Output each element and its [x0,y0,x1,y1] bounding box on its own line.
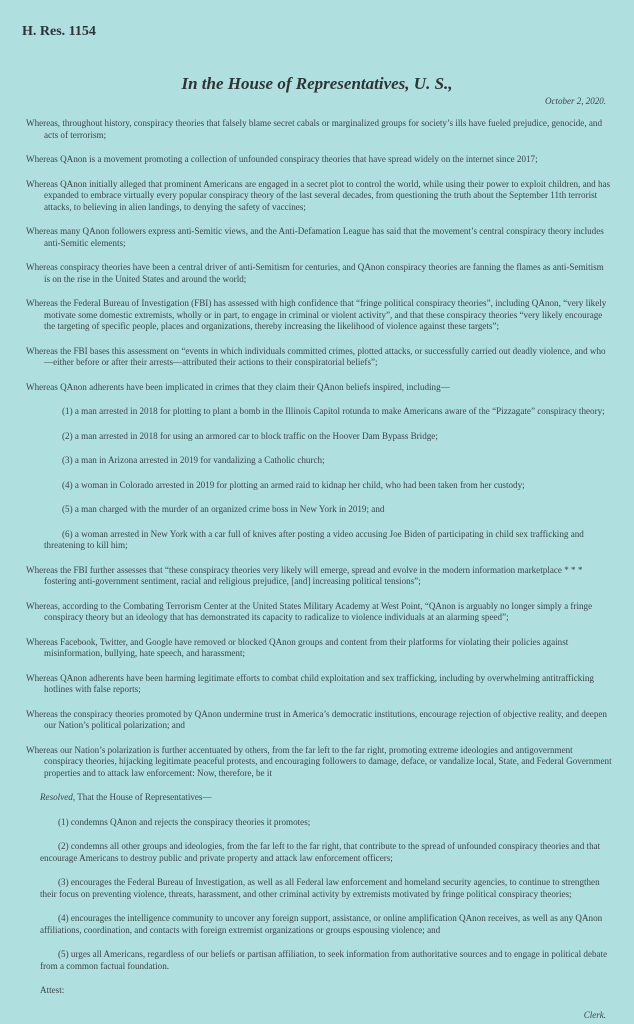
whereas-clause: Whereas, throughout history, conspiracy theories that falsely blame secret cabals or marginalized groups for society’s ills have fueled prejudice, genocide, and acts of terrorism; [26,118,602,140]
resolution-item: (4) encourages the intelligence community to uncover any foreign support, assistance, or online amplification QAnon receives, as well as any QAnon affiliations, coordination, and contacts with foreign extremist organizations or groups espousing violence; and [40,913,603,935]
resolution-number: H. Res. 1154 [22,24,96,39]
crime-item: (4) a woman in Colorado arrested in 2019 for plotting an armed raid to kidnap her child, who had been taken from her custody; [62,479,525,490]
whereas-clause: Whereas QAnon is a movement promoting a collection of unfounded conspiracy theories that have spread widely on the internet since 2017; [26,154,538,164]
crime-item: (2) a man arrested in 2018 for using an armored car to block traffic on the Hoover Dam Bypass Bridge; [62,430,438,441]
whereas-clause: Whereas Facebook, Twitter, and Google have removed or blocked QAnon groups and content from their platforms for violating their policies against misinformation, bullying, hate speech, and harassment; [26,636,569,658]
resolution-item: (3) encourages the Federal Bureau of Investigation, as well as all Federal law enforcement and homeland security agencies, to continue to strengthen their focus on preventing violence, threats, harassment, and other criminal activity by extremists motivated by fringe political conspiracy theories; [40,877,600,899]
whereas-clause: Whereas QAnon initially alleged that prominent Americans are engaged in a secret plot to control the world, while using their power to exploit children, and has expanded to embrace virtually every popular conspiracy theory of the last several decades, from questioning the truth about the September 11th terrorist attacks, to believing in alien landings, to denying the safety of vaccines; [26,178,611,212]
whereas-clause: Whereas the FBI further assesses that “these conspiracy theories very likely will emerge, spread and evolve in the modern information marketplace * * * fostering anti-government sentiment, racial and religious prejudice, [and] increasing political tensions”; [26,564,583,586]
resolution-item: (5) urges all Americans, regardless of our beliefs or partisan affiliation, to seek information from authoritative sources and to engage in political debate from a common factual foundation. [40,949,608,971]
whereas-clause: Whereas the conspiracy theories promoted by QAnon undermine trust in America’s democratic institutions, encourage rejection of objective reality, and deepen our Nation’s political polarization; and [26,708,607,730]
resolution-date: October 2, 2020. [545,96,606,106]
resolution-item: (1) condemns QAnon and rejects the conspiracy theories it promotes; [58,816,311,827]
whereas-clause: Whereas the FBI bases this assessment on “events in which individuals committed crimes, plotted attacks, or successfully carried out deadly violence, and who—either before or after their arrests—attributed their actions to their conspiratorial beliefs”; [26,345,606,367]
whereas-clause: Whereas, according to the Combating Terrorism Center at the United States Military Academy at West Point, “QAnon is arguably no longer simply a fringe conspiracy theory but an ideology that has demonstrated its capacity to radicalize to violence individuals at an alarming speed”; [26,600,593,622]
whereas-clause: Whereas QAnon adherents have been implicated in crimes that they claim their QAnon beliefs inspired, including— [26,381,450,392]
crime-item: (3) a man in Arizona arrested in 2019 for vandalizing a Catholic church; [62,455,325,465]
clerk-label: Clerk. [583,1010,606,1020]
whereas-clause: Whereas our Nation’s polarization is further accentuated by others, from the far left to the far right, promoting extreme ideologies and antigovernment conspiracy theories, hijacking legitimate peaceful protests, and encouraging followers to damage, deface, or vandalize local, State, and Federal Government properties and to attack law enforcement: Now, therefore, be it [26,744,612,778]
whereas-clause: Whereas the Federal Bureau of Investigation (FBI) has assessed with high confidence that “fringe political conspiracy theories”, including QAnon, “very likely motivate some domestic extremists, wholly or in part, to engage in criminal or violent activity”, and that these conspiracy theories “very likely encourage the targeting of specific people, places and organizations, thereby increasing the likelihood of violence against these targets”; [26,298,607,331]
house-title: In the House of Representatives, U. S., [181,74,453,93]
attest-label: Attest: [40,985,65,995]
resolution-body [26,118,612,997]
resolution-item: (2) condemns all other groups and ideologies, from the far left to the far right, that contribute to the spread of unfounded conspiracy theories and that encourage Americans to destroy public and private property and attack law enforcement officers; [40,841,601,863]
resolved-word: Resolved, [40,792,76,802]
crime-item: (5) a man charged with the murder of an organized crime boss in New York in 2019; and [62,504,385,514]
crime-item: (6) a woman arrested in New York with a car full of knives after posting a video accusing Joe Biden of participating in child sex trafficking and threatening to kill him; [44,528,584,550]
crime-item: (1) a man arrested in 2018 for plotting to plant a bomb in the Illinois Capitol rotunda to make Americans aware of the “Pizzagate” conspiracy theory; [62,406,605,416]
whereas-clause: Whereas conspiracy theories have been a central driver of anti-Semitism for centuries, and QAnon conspiracy theories are fanning the flames as anti-Semitism is on the rise in the United States and around the world; [26,262,604,284]
resolved-text: That the House of Representatives— [75,792,212,802]
resolved-clause [40,792,612,804]
whereas-clause: Whereas many QAnon followers express anti-Semitic views, and the Anti-Defamation League has said that the movement’s central conspiracy theory includes anti-Semitic elements; [26,226,604,248]
whereas-clause: Whereas QAnon adherents have been harming legitimate efforts to combat child exploitation and sex trafficking, including by overwhelming antitrafficking hotlines with false reports; [26,672,594,694]
